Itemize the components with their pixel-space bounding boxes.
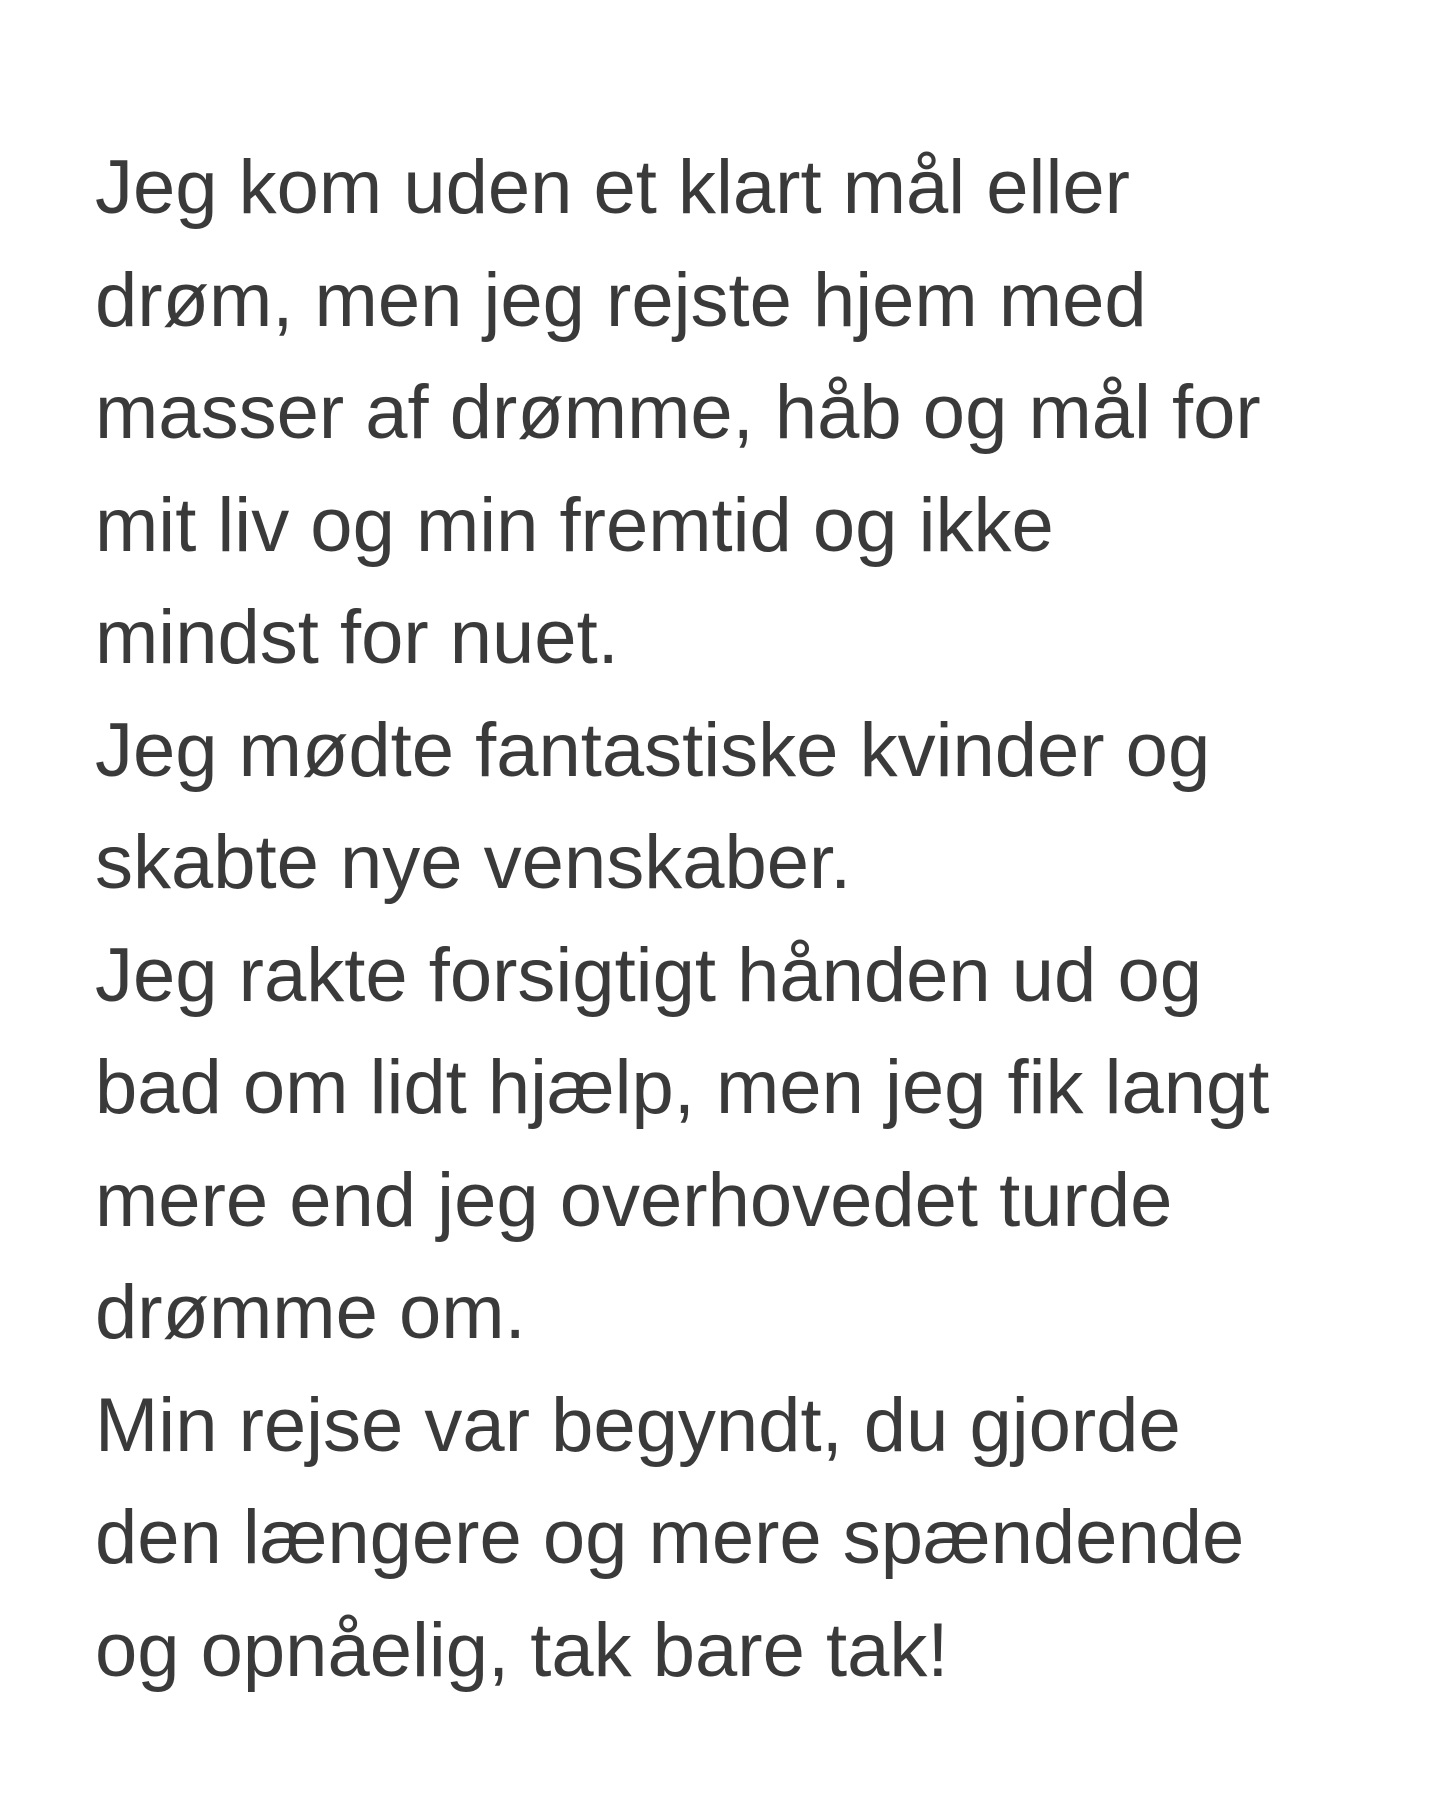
note-line: mindst for nuet. — [95, 595, 619, 680]
note-line: bad om lidt hjælp, men jeg fik langt — [95, 1045, 1270, 1130]
note-line: skabte nye venskaber. — [95, 820, 852, 905]
note-line: Jeg kom uden et klart mål eller — [95, 145, 1130, 230]
note-line: den længere og mere spændende — [95, 1495, 1245, 1580]
note-line: mere end jeg overhovedet turde — [95, 1157, 1173, 1243]
note-line: masser af drømme, håb og mål for — [95, 370, 1261, 455]
note-line: mit liv og min fremtid og ikke — [95, 482, 1054, 568]
note-line: drømme om. — [95, 1270, 526, 1355]
note-line: Jeg mødte fantastiske kvinder og — [95, 707, 1211, 793]
note-line: drøm, men jeg rejste hjem med — [95, 257, 1147, 343]
note-text-block — [95, 132, 1395, 1707]
note-line: Jeg rakte forsigtigt hånden ud og — [95, 932, 1202, 1018]
note-line: Min rejse var begyndt, du gjorde — [95, 1382, 1181, 1468]
note-line: og opnåelig, tak bare tak! — [95, 1607, 949, 1693]
